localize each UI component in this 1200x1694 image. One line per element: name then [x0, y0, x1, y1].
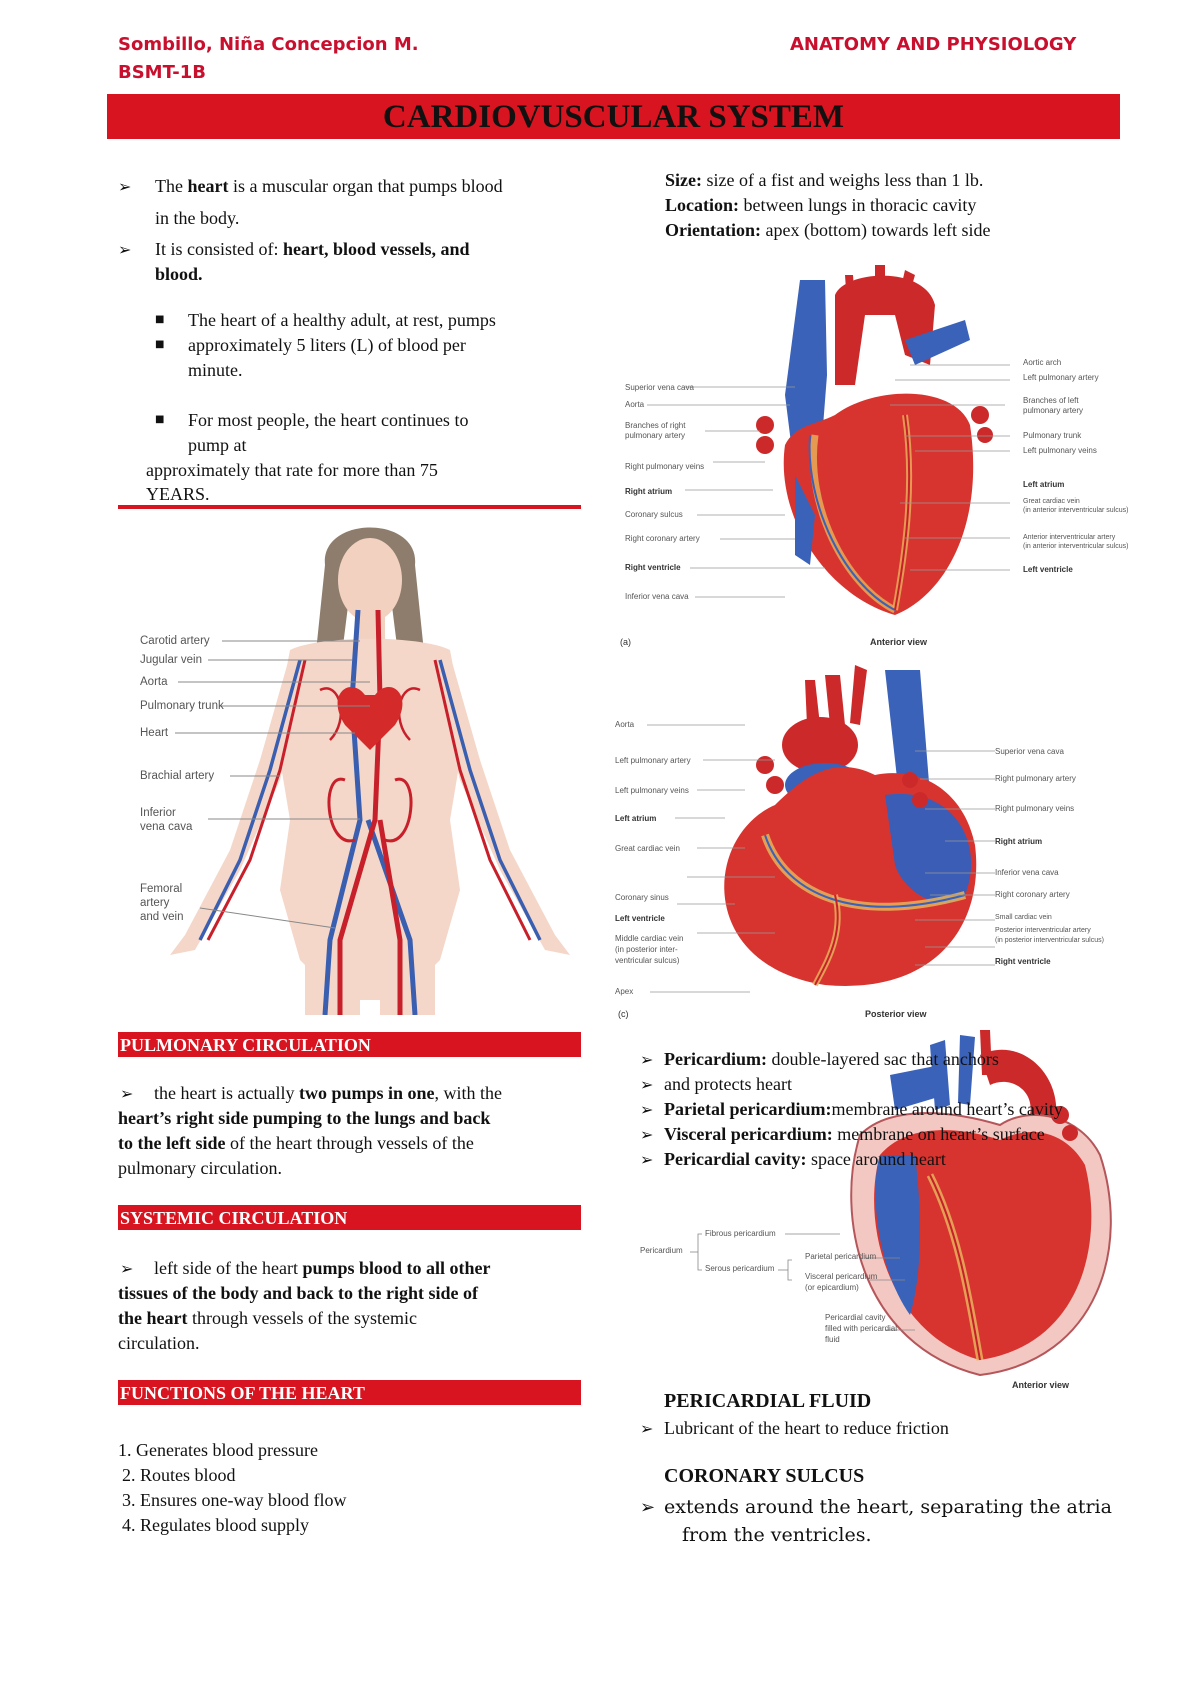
ant-label-pulmonary-trunk: Pulmonary trunk: [1023, 431, 1082, 440]
pericardium-caption: Anterior view: [1012, 1380, 1070, 1390]
post-label-svc: Superior vena cava: [995, 747, 1064, 756]
ant-label-right-atrium: Right atrium: [625, 487, 673, 496]
intro-bullet-2-cont: blood.: [155, 264, 203, 284]
post-label-coronary-sinus: Coronary sinus: [615, 893, 669, 902]
arrow-bullet-icon: ➢: [120, 1259, 134, 1278]
post-label-right-coronary: Right coronary artery: [995, 890, 1070, 899]
label-artery: artery: [140, 897, 170, 909]
systemic-line-4: circulation.: [118, 1333, 200, 1353]
arrow-bullet-icon: ➢: [640, 1419, 654, 1438]
anterior-leader-lines: [625, 355, 1035, 605]
pericardium-line-2: and protects heart: [664, 1074, 792, 1094]
ant-label-svc: Superior vena cava: [625, 383, 694, 392]
peri-label-visceral: Visceral pericardium: [805, 1272, 878, 1281]
ant-label-great-cardiac: Great cardiac vein: [1023, 498, 1080, 505]
label-aorta: Aorta: [140, 676, 168, 688]
label-inferior: Inferior: [140, 807, 176, 819]
peri-label-fibrous: Fibrous pericardium: [705, 1229, 776, 1238]
ant-label-ivc: Inferior vena cava: [625, 592, 689, 601]
label-brachial-artery: Brachial artery: [140, 770, 215, 782]
intro-bullet-1: The heart is a muscular organ that pumps blood: [155, 176, 503, 196]
systemic-line-2: tissues of the body and back to the right side of: [118, 1283, 479, 1303]
pulmonary-line-1: the heart is actually two pumps in one, with the: [154, 1083, 502, 1103]
systemic-line-3: the heart through vessels of the systemic: [118, 1308, 417, 1328]
author-name: Sombillo, Niña Concepcion M.: [118, 34, 419, 55]
ant-label-aortic-arch: Aortic arch: [1023, 358, 1062, 367]
post-label-right-pulm-veins: Right pulmonary veins: [995, 804, 1075, 813]
pericardium-line-5: Pericardial cavity: space around heart: [664, 1149, 946, 1169]
label-pulmonary-trunk: Pulmonary trunk: [140, 700, 224, 712]
peri-label-cavity: Pericardial cavity: [825, 1313, 886, 1322]
function-item-3: 3. Ensures one-way blood flow: [122, 1490, 347, 1510]
ant-label-right-pulm-veins: Right pulmonary veins: [625, 462, 705, 471]
intro-sub-2-cont: minute.: [188, 360, 243, 380]
post-label-right-pulm-artery: Right pulmonary artery: [995, 774, 1076, 783]
ant-label-pulmonary-artery-l: pulmonary artery: [1023, 406, 1084, 415]
pericardium-line-4: Visceral pericardium: membrane on heart’s surface: [664, 1124, 1045, 1144]
post-label-great-cardiac: Great cardiac vein: [615, 844, 680, 853]
square-bullet-icon: ■: [155, 339, 165, 350]
post-label-right-atrium: Right atrium: [995, 837, 1043, 846]
pulmonary-line-2: heart’s right side pumping to the lungs and back: [118, 1108, 491, 1128]
ant-label-ant-interventricular: Anterior interventricular artery: [1023, 534, 1116, 541]
body-circulation-figure: [130, 520, 590, 1015]
label-heart: Heart: [140, 727, 169, 739]
post-label-small-cardiac: Small cardiac vein: [995, 914, 1052, 921]
arrow-bullet-icon: ➢: [118, 177, 132, 196]
arrow-bullet-icon: ➢: [120, 1084, 134, 1103]
sulcus-text-2: from the ventricles.: [682, 1524, 872, 1546]
intro-sub-3-cont: pump at: [188, 435, 247, 455]
post-label-middle-cardiac: Middle cardiac vein: [615, 934, 684, 943]
post-label-ivc: Inferior vena cava: [995, 868, 1059, 877]
ant-label-right-ventricle: Right ventricle: [625, 563, 681, 572]
post-label-apex: Apex: [615, 987, 634, 996]
peri-label-pericardium: Pericardium: [640, 1246, 683, 1255]
sulcus-heading: CORONARY SULCUS: [664, 1465, 865, 1487]
fluid-text: Lubricant of the heart to reduce friction: [664, 1418, 949, 1438]
label-femoral: Femoral: [140, 883, 183, 895]
label-and-vein: and vein: [140, 911, 184, 923]
arrow-bullet-icon: ➢: [640, 1075, 654, 1094]
arrow-bullet-icon: ➢: [640, 1050, 654, 1069]
function-item-2: 2. Routes blood: [122, 1465, 236, 1485]
ant-label-pulmonary-artery-r: pulmonary artery: [625, 431, 686, 440]
ant-label-great-cardiac-sulcus: (in anterior interventricular sulcus): [1023, 507, 1129, 514]
ant-label-left-ventricle: Left ventricle: [1023, 565, 1073, 574]
peri-label-epicardium: (or epicardium): [805, 1283, 859, 1292]
peri-label-filled: filled with pericardial: [825, 1324, 898, 1333]
intro-sub-3-cont2: approximately that rate for more than 75: [146, 460, 438, 480]
fact-size: Size: size of a fist and weighs less than 1 lb.: [665, 170, 984, 190]
label-jugular-vein: Jugular vein: [140, 654, 203, 666]
label-carotid-artery: Carotid artery: [140, 635, 210, 647]
post-label-left-ventricle: Left ventricle: [615, 914, 665, 923]
panel-label-a: (a): [620, 637, 631, 647]
arrow-bullet-icon: ➢: [118, 240, 132, 259]
systemic-line-1: left side of the heart pumps blood to all other: [154, 1258, 491, 1278]
intro-bullet-1-cont: in the body.: [155, 208, 240, 228]
post-label-middle-cardiac-3: ventricular sulcus): [615, 956, 680, 965]
arrow-bullet-icon: ➢: [640, 1100, 654, 1119]
ant-label-coronary-sulcus: Coronary sulcus: [625, 510, 683, 519]
ant-label-branches-left: Branches of left: [1023, 396, 1079, 405]
ant-label-left-pulm-artery: Left pulmonary artery: [1023, 373, 1099, 382]
fluid-heading: PERICARDIAL FLUID: [664, 1390, 872, 1412]
intro-sub-3: For most people, the heart continues to: [188, 410, 469, 430]
divider-line: [118, 505, 581, 509]
ant-label-aorta: Aorta: [625, 400, 645, 409]
pulmonary-heading: PULMONARY CIRCULATION: [118, 1032, 581, 1057]
function-item-4: 4. Regulates blood supply: [122, 1515, 309, 1535]
square-bullet-icon: ■: [155, 414, 165, 425]
functions-heading: FUNCTIONS OF THE HEART: [118, 1380, 581, 1405]
post-label-right-ventricle: Right ventricle: [995, 957, 1051, 966]
posterior-caption: Posterior view: [865, 1009, 927, 1019]
ant-label-ant-interventricular-sulcus: (in anterior interventricular sulcus): [1023, 543, 1129, 550]
panel-label-c: (c): [618, 1009, 629, 1019]
intro-bullet-2: It is consisted of: heart, blood vessels, and: [155, 239, 470, 259]
square-bullet-icon: ■: [155, 314, 165, 325]
pulmonary-line-4: pulmonary circulation.: [118, 1158, 282, 1178]
ant-label-branches-right: Branches of right: [625, 421, 686, 430]
systemic-heading: SYSTEMIC CIRCULATION: [118, 1205, 581, 1230]
ant-label-left-atrium: Left atrium: [1023, 480, 1065, 489]
intro-sub-2: approximately 5 liters (L) of blood per: [188, 335, 466, 355]
fact-location: Location: between lungs in thoracic cavity: [665, 195, 977, 215]
peri-label-parietal: Parietal pericardium: [805, 1252, 877, 1261]
arrow-bullet-icon: ➢: [640, 1150, 654, 1169]
post-label-left-pulm-artery: Left pulmonary artery: [615, 756, 691, 765]
anterior-caption: Anterior view: [870, 637, 928, 647]
subject-title: ANATOMY AND PHYSIOLOGY: [790, 34, 1077, 55]
ant-label-right-coronary: Right coronary artery: [625, 534, 700, 543]
ant-label-left-pulm-veins: Left pulmonary veins: [1023, 446, 1097, 455]
post-label-left-atrium: Left atrium: [615, 814, 657, 823]
peri-label-serous: Serous pericardium: [705, 1264, 775, 1273]
arrow-bullet-icon: ➢: [640, 1125, 654, 1144]
pulmonary-line-3: to the left side of the heart through vessels of the: [118, 1133, 474, 1153]
intro-sub-3-cont3: YEARS.: [146, 484, 210, 504]
function-item-1: 1. Generates blood pressure: [118, 1440, 318, 1460]
post-label-post-interventricular: Posterior interventricular artery: [995, 927, 1091, 934]
post-label-post-interventricular-sulcus: (in posterior interventricular sulcus): [995, 937, 1104, 944]
label-vena-cava: vena cava: [140, 821, 193, 833]
post-label-left-pulm-veins: Left pulmonary veins: [615, 786, 689, 795]
post-label-aorta: Aorta: [615, 720, 635, 729]
class-section: BSMT-1B: [118, 62, 206, 83]
page-title: CARDIOVUSCULAR SYSTEM: [107, 94, 1120, 139]
sulcus-text-1: extends around the heart, separating the atria: [664, 1496, 1112, 1518]
intro-sub-1: The heart of a healthy adult, at rest, pumps: [188, 310, 496, 330]
post-label-middle-cardiac-2: (in posterior inter-: [615, 945, 678, 954]
arrow-bullet-icon: ➢: [640, 1497, 656, 1518]
pericardium-line-1: Pericardium: double-layered sac that anchors: [664, 1049, 999, 1069]
pericardium-line-3: Parietal pericardium:membrane around heart’s cavity: [664, 1099, 1063, 1119]
fact-orientation: Orientation: apex (bottom) towards left side: [665, 220, 991, 240]
peri-label-fluid: fluid: [825, 1335, 840, 1344]
